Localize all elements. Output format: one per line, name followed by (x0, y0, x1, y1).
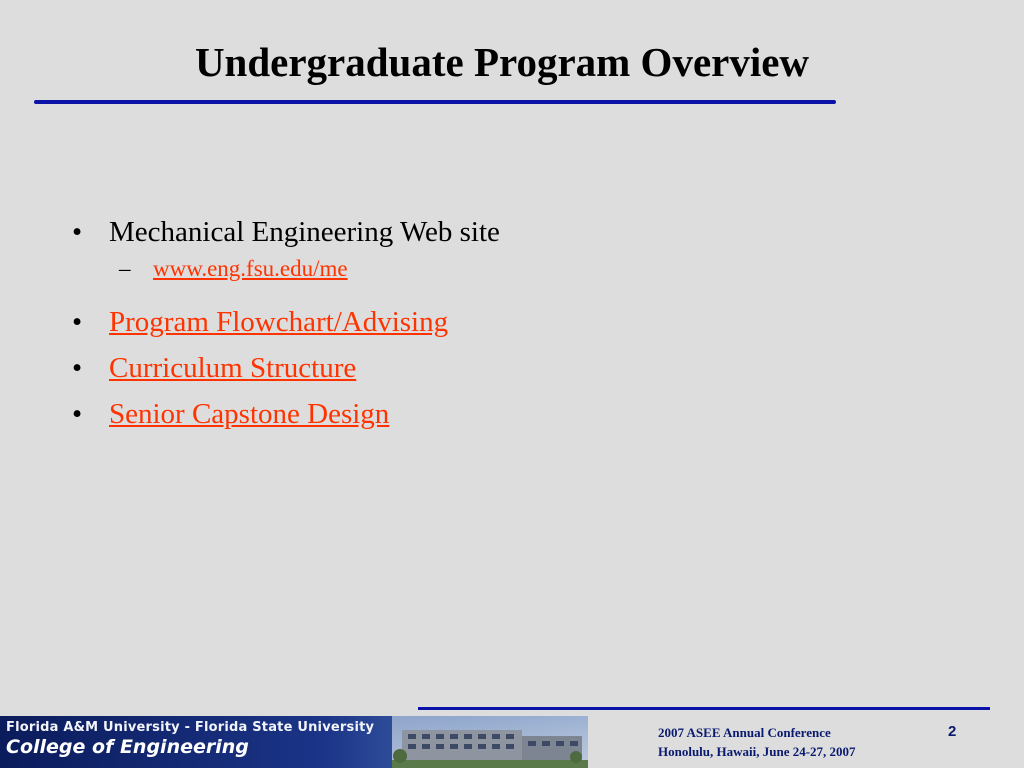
website-link[interactable]: www.eng.fsu.edu/me (153, 256, 348, 281)
bullet-marker: • (72, 306, 83, 338)
bullet-marker: • (72, 216, 83, 248)
slide-number: 2 (948, 723, 957, 740)
college-banner (0, 716, 588, 768)
sub-bullet-item-url (72, 254, 500, 284)
sub-bullet-marker: – (119, 256, 131, 281)
college-name: College of Engineering (6, 736, 249, 758)
bullet-item-website (72, 212, 500, 252)
university-name: Florida A&M University - Florida State University (6, 720, 375, 735)
bullet-marker: • (72, 398, 83, 430)
slide-title: Undergraduate Program Overview (194, 39, 810, 85)
bullet-text: Mechanical Engineering Web site (109, 216, 500, 248)
conference-info (658, 723, 856, 761)
conference-name: 2007 ASEE Annual Conference (658, 725, 831, 740)
building-photo (392, 716, 588, 768)
conference-location: Honolulu, Hawaii, June 24-27, 2007 (658, 744, 856, 759)
bullet-item-curriculum (72, 348, 500, 388)
bullet-list (72, 212, 500, 440)
senior-capstone-link[interactable]: Senior Capstone Design (109, 398, 390, 430)
curriculum-structure-link[interactable]: Curriculum Structure (109, 352, 357, 384)
title-divider (34, 100, 836, 104)
program-flowchart-link[interactable]: Program Flowchart/Advising (109, 306, 449, 338)
bullet-marker: • (72, 352, 83, 384)
footer-divider (418, 707, 990, 710)
bullet-item-capstone (72, 394, 500, 434)
bullet-item-flowchart (72, 302, 500, 342)
